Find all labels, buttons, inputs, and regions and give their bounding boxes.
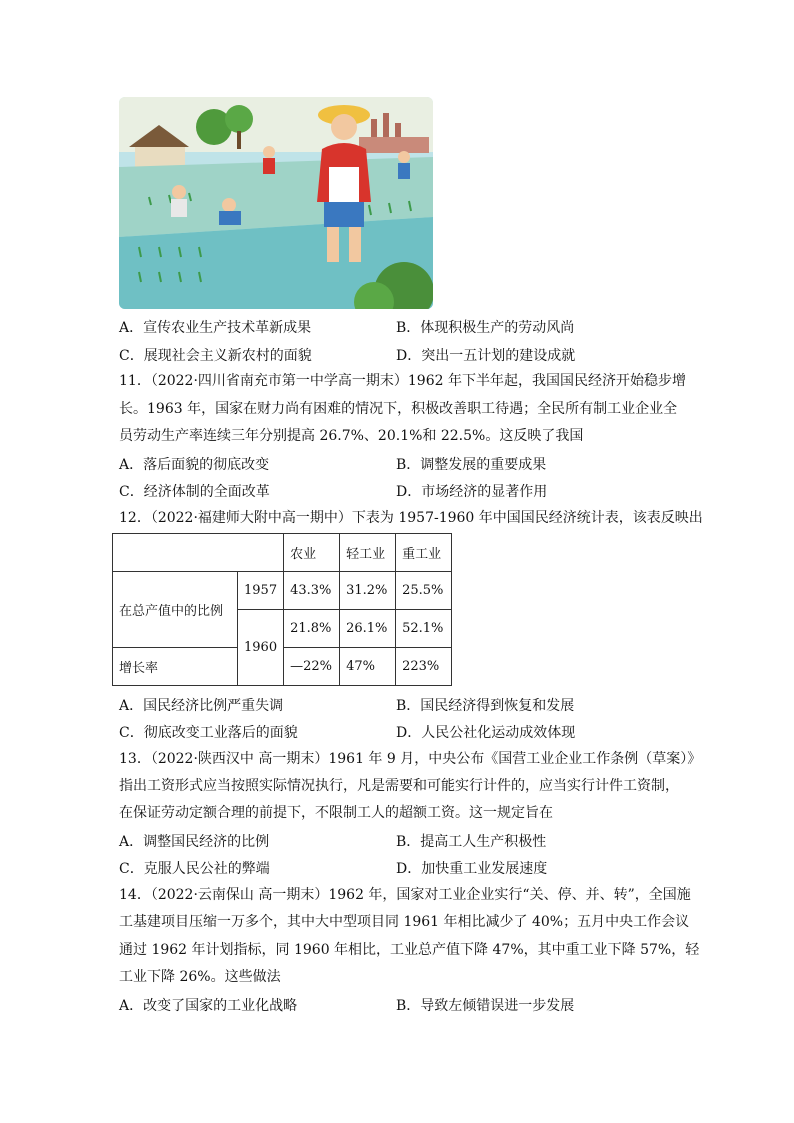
q12-option-d: D．人民公社化运动成效体现	[396, 725, 576, 741]
q12-option-c: C．彻底改变工业落后的面貌	[119, 725, 298, 741]
poster-illustration	[119, 97, 433, 309]
table-row	[113, 572, 452, 610]
q11-stem-line-1: 11．（2022·四川省南充市第一中学高一期末）1962 年下半年起，我国国民经济开始稳步增	[119, 373, 686, 389]
q14-option-b: B．导致左倾错误进一步发展	[396, 998, 575, 1014]
table-header-cell: 重工业	[396, 534, 452, 572]
table-cell: —22%	[284, 648, 340, 686]
q14-stem-line-1: 14．（2022·云南保山 高一期末）1962 年，国家对工业企业实行“关、停、并、转”，全国施	[119, 887, 691, 903]
q10-option-c: C．展现社会主义新农村的面貌	[119, 348, 312, 364]
table-cell: 223%	[396, 648, 452, 686]
q13-option-a: A．调整国民经济的比例	[119, 834, 270, 850]
table-cell: 21.8%	[284, 610, 340, 648]
q10-option-b: B．体现积极生产的劳动风尚	[396, 320, 575, 336]
table-cell: 47%	[340, 648, 396, 686]
q11-option-b: B．调整发展的重要成果	[396, 457, 547, 473]
table-cell: 52.1%	[396, 610, 452, 648]
q12-option-a: A．国民经济比例严重失调	[119, 698, 284, 714]
q10-option-d: D．突出一五计划的建设成就	[396, 348, 576, 364]
q11-option-a: A．落后面貌的彻底改变	[119, 457, 270, 473]
q14-stem-line-3: 通过 1962 年计划指标，同 1960 年相比，工业总产值下降 47%，其中重工业下降 57%，轻	[119, 942, 700, 958]
table-row-label-growth: 增长率	[113, 648, 238, 686]
table-header-cell: 轻工业	[340, 534, 396, 572]
rice-planting-poster-image	[119, 97, 433, 309]
table-corner-cell	[113, 534, 284, 572]
q14-option-a: A．改变了国家的工业化战略	[119, 998, 298, 1014]
q10-option-a: A．宣传农业生产技术革新成果	[119, 320, 312, 336]
q13-option-b: B．提高工人生产积极性	[396, 834, 547, 850]
table-header-cell: 农业	[284, 534, 340, 572]
table-row-label-share: 在总产值中的比例	[113, 572, 238, 648]
q12-stem-line-1: 12．（2022·福建师大附中高一期中）下表为 1957-1960 年中国国民经济统计表，该表反映出	[119, 510, 703, 526]
q13-option-c: C．克服人民公社的弊端	[119, 861, 270, 877]
q11-stem-line-2: 长。1963 年，国家在财力尚有困难的情况下，积极改善职工待遇；全民所有制工业企业全	[119, 401, 678, 417]
table-cell: 26.1%	[340, 610, 396, 648]
q13-option-d: D．加快重工业发展速度	[396, 861, 548, 877]
q13-stem-line-3: 在保证劳动定额合理的前提下，不限制工人的超额工资。这一规定旨在	[119, 805, 553, 821]
economy-stats-table	[112, 533, 452, 686]
q13-stem-line-1: 13．（2022·陕西汉中 高一期末）1961 年 9 月，中央公布《国营工业企业工作条例（草案）》	[119, 751, 702, 767]
table-cell: 25.5%	[396, 572, 452, 610]
q14-stem-line-2: 工基建项目压缩一万多个，其中大中型项目同 1961 年相比减少了 40%；五月中央工作会议	[119, 914, 690, 930]
table-year-cell: 1960	[238, 610, 284, 686]
table-cell: 31.2%	[340, 572, 396, 610]
q11-option-d: D．市场经济的显著作用	[396, 484, 548, 500]
q11-option-c: C．经济体制的全面改革	[119, 484, 270, 500]
q14-stem-line-4: 工业下降 26%。这些做法	[119, 969, 281, 985]
q12-option-b: B．国民经济得到恢复和发展	[396, 698, 575, 714]
q13-stem-line-2: 指出工资形式应当按照实际情况执行，凡是需要和可能实行计件的，应当实行计件工资制，	[119, 778, 679, 794]
q11-stem-line-3: 员劳动生产率连续三年分别提高 26.7%、20.1%和 22.5%。这反映了我国	[119, 428, 584, 444]
table-header-row	[113, 534, 452, 572]
table-year-cell: 1957	[238, 572, 284, 610]
table-cell: 43.3%	[284, 572, 340, 610]
